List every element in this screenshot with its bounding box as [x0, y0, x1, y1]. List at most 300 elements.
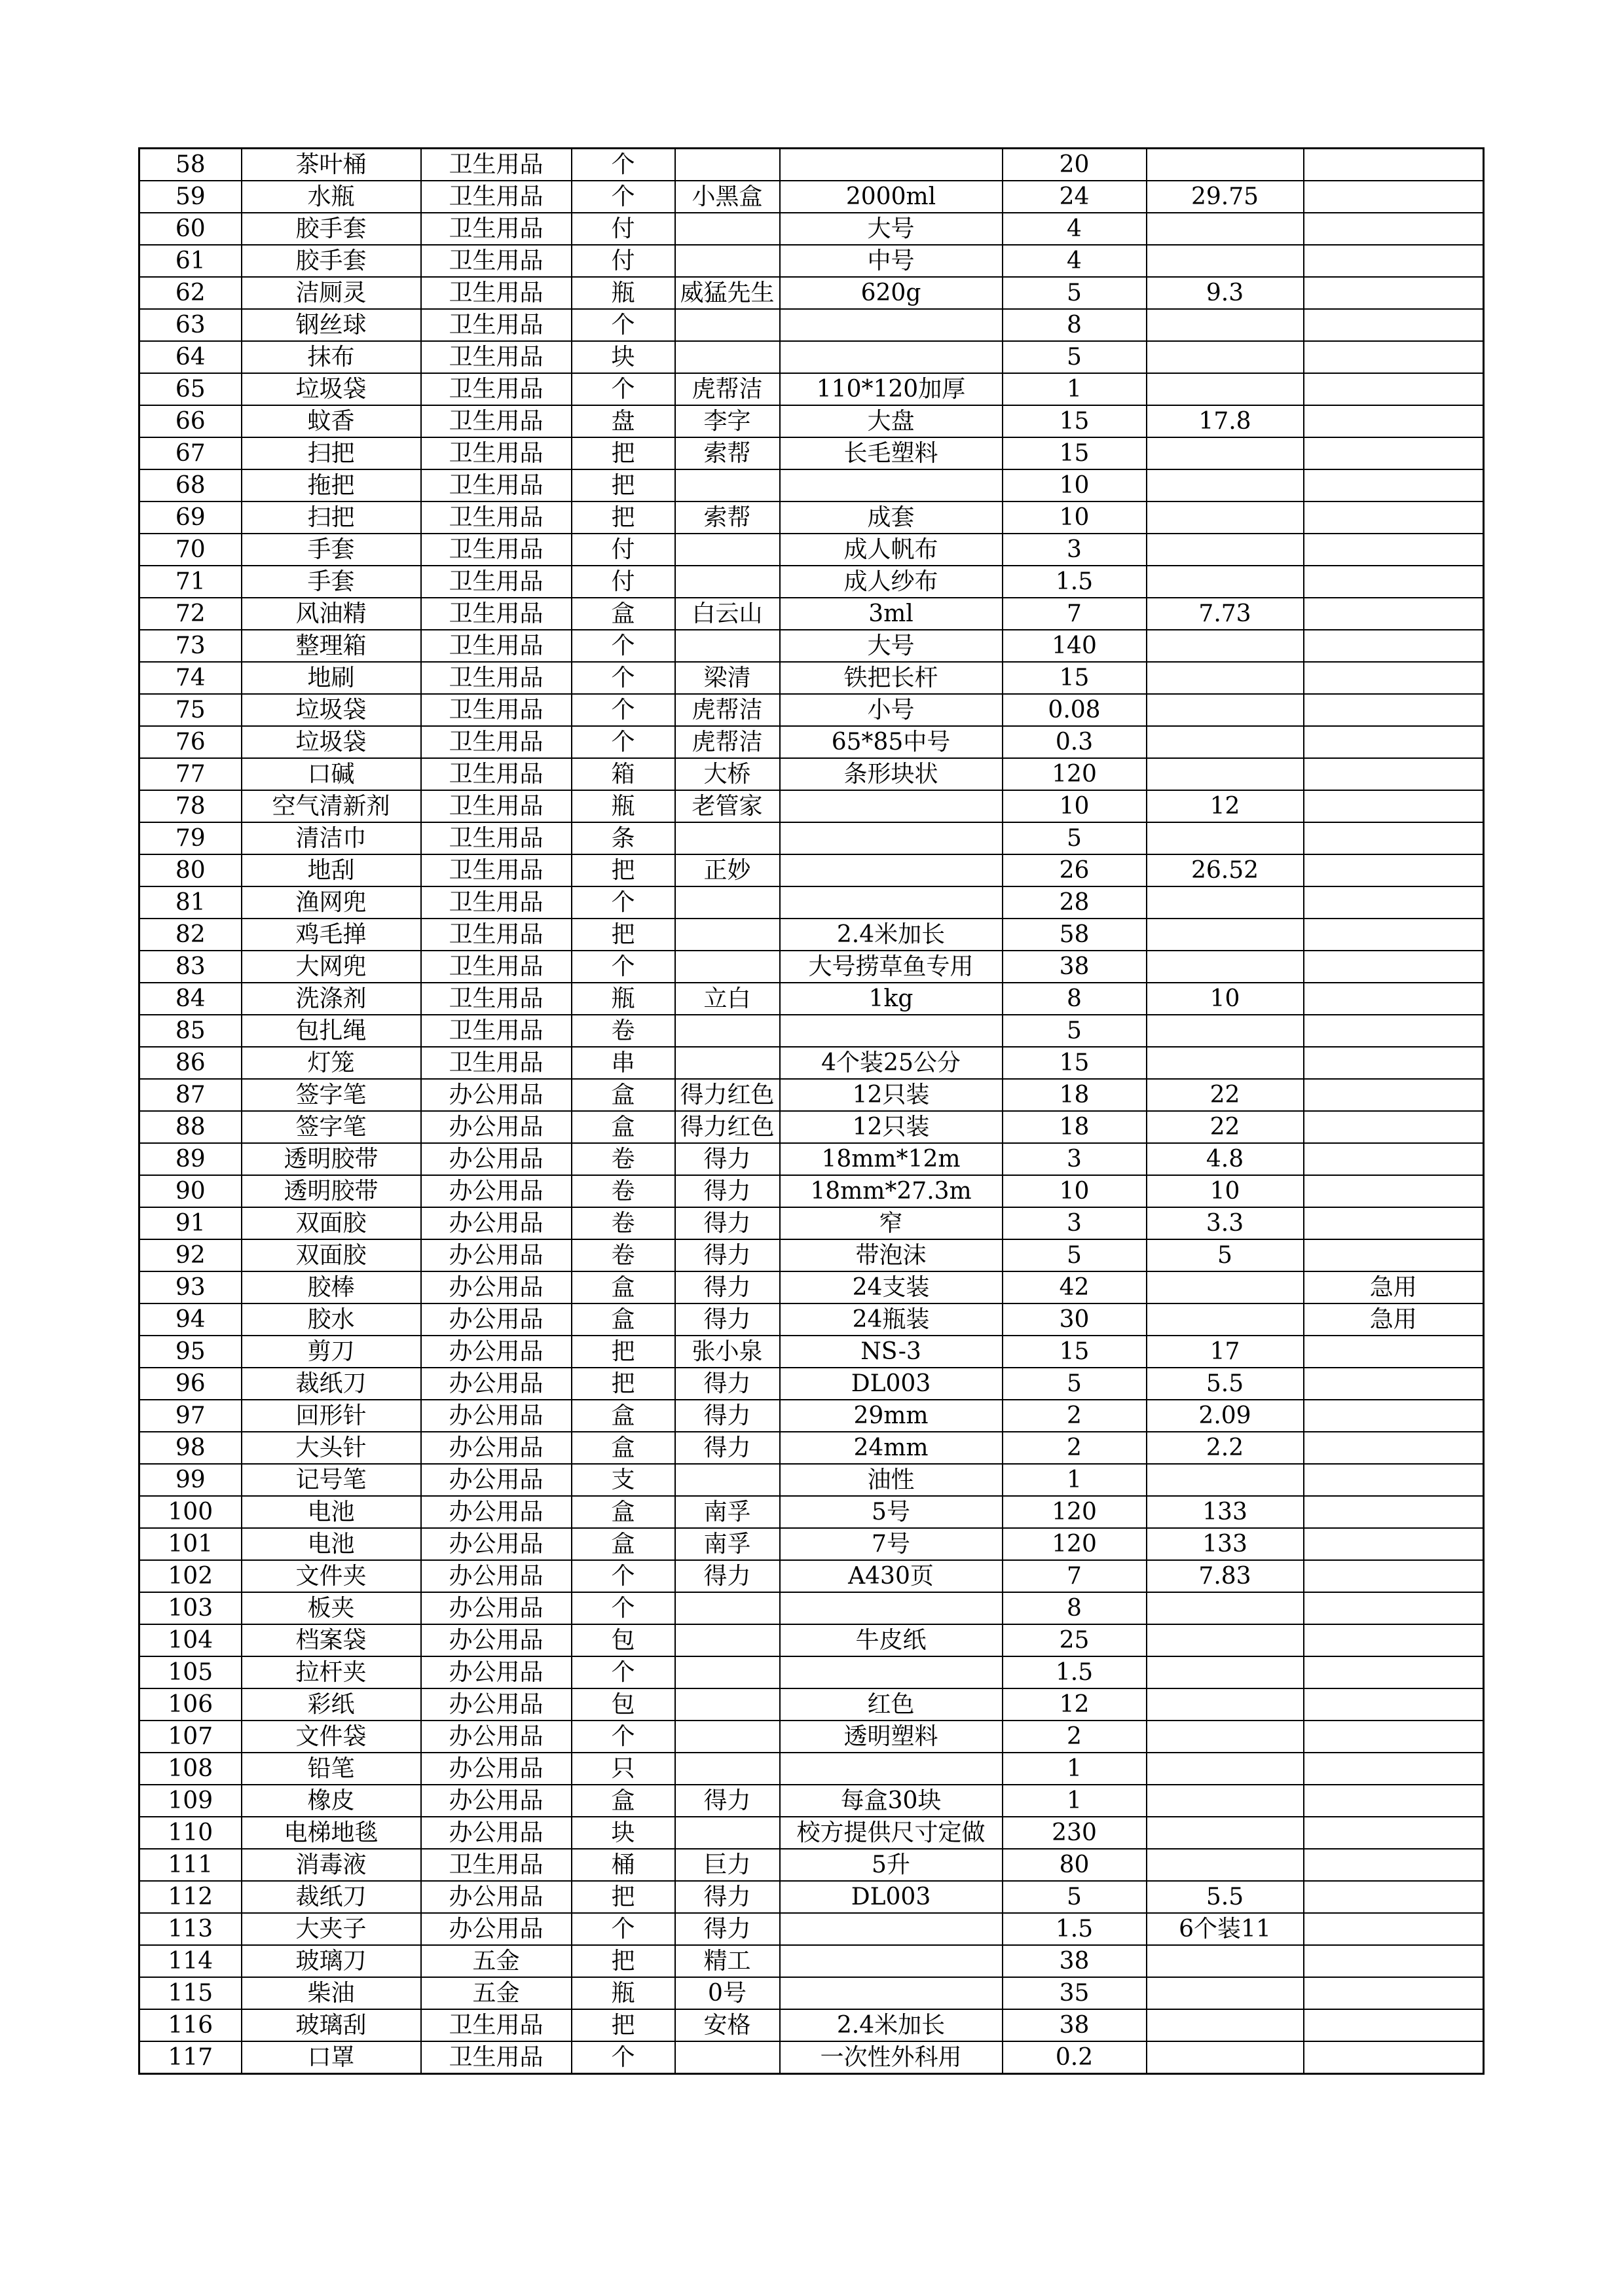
unit-cell[interactable]: 把: [572, 1368, 675, 1400]
unit-cell[interactable]: 支: [572, 1464, 675, 1496]
unit-cell[interactable]: 付: [572, 245, 675, 277]
note-cell[interactable]: [1304, 2009, 1484, 2041]
brand-cell[interactable]: 索帮: [675, 501, 780, 534]
unit-cell[interactable]: 盒: [572, 598, 675, 630]
quantity-cell[interactable]: 1: [1003, 1464, 1147, 1496]
price-cell[interactable]: [1147, 309, 1304, 341]
item-name-cell[interactable]: 洁厕灵: [242, 277, 421, 309]
category-cell[interactable]: 办公用品: [421, 1817, 572, 1849]
row-number-cell[interactable]: 97: [139, 1400, 242, 1432]
item-name-cell[interactable]: 板夹: [242, 1592, 421, 1624]
category-cell[interactable]: 卫生用品: [421, 598, 572, 630]
quantity-cell[interactable]: 20: [1003, 149, 1147, 181]
spec-cell[interactable]: 成人帆布: [780, 534, 1003, 566]
brand-cell[interactable]: 得力: [675, 1303, 780, 1336]
brand-cell[interactable]: [675, 919, 780, 951]
category-cell[interactable]: 办公用品: [421, 1079, 572, 1111]
price-cell[interactable]: 5: [1147, 1239, 1304, 1271]
note-cell[interactable]: [1304, 630, 1484, 662]
category-cell[interactable]: 办公用品: [421, 1143, 572, 1175]
note-cell[interactable]: [1304, 1785, 1484, 1817]
price-cell[interactable]: [1147, 149, 1304, 181]
brand-cell[interactable]: 0号: [675, 1977, 780, 2009]
spec-cell[interactable]: 5号: [780, 1496, 1003, 1528]
brand-cell[interactable]: 得力: [675, 1207, 780, 1239]
item-name-cell[interactable]: 双面胶: [242, 1239, 421, 1271]
item-name-cell[interactable]: 蚊香: [242, 405, 421, 437]
unit-cell[interactable]: 瓶: [572, 983, 675, 1015]
spec-cell[interactable]: 1kg: [780, 983, 1003, 1015]
row-number-cell[interactable]: 98: [139, 1432, 242, 1464]
note-cell[interactable]: 急用: [1304, 1303, 1484, 1336]
note-cell[interactable]: [1304, 566, 1484, 598]
brand-cell[interactable]: 巨力: [675, 1849, 780, 1881]
brand-cell[interactable]: [675, 1721, 780, 1753]
category-cell[interactable]: 办公用品: [421, 1528, 572, 1560]
price-cell[interactable]: [1147, 1624, 1304, 1656]
unit-cell[interactable]: 块: [572, 341, 675, 373]
price-cell[interactable]: 9.3: [1147, 277, 1304, 309]
quantity-cell[interactable]: 38: [1003, 951, 1147, 983]
spec-cell[interactable]: 每盒30块: [780, 1785, 1003, 1817]
spec-cell[interactable]: 一次性外科用: [780, 2041, 1003, 2074]
brand-cell[interactable]: 得力: [675, 1432, 780, 1464]
item-name-cell[interactable]: 整理箱: [242, 630, 421, 662]
category-cell[interactable]: 卫生用品: [421, 277, 572, 309]
item-name-cell[interactable]: 玻璃刀: [242, 1945, 421, 1977]
unit-cell[interactable]: 卷: [572, 1143, 675, 1175]
item-name-cell[interactable]: 柴油: [242, 1977, 421, 2009]
spec-cell[interactable]: 成套: [780, 501, 1003, 534]
unit-cell[interactable]: 盒: [572, 1079, 675, 1111]
quantity-cell[interactable]: 140: [1003, 630, 1147, 662]
item-name-cell[interactable]: 鸡毛掸: [242, 919, 421, 951]
row-number-cell[interactable]: 60: [139, 213, 242, 245]
unit-cell[interactable]: 个: [572, 1656, 675, 1688]
quantity-cell[interactable]: 5: [1003, 1015, 1147, 1047]
quantity-cell[interactable]: 8: [1003, 983, 1147, 1015]
brand-cell[interactable]: 白云山: [675, 598, 780, 630]
row-number-cell[interactable]: 91: [139, 1207, 242, 1239]
note-cell[interactable]: [1304, 501, 1484, 534]
spec-cell[interactable]: 18mm*12m: [780, 1143, 1003, 1175]
row-number-cell[interactable]: 105: [139, 1656, 242, 1688]
quantity-cell[interactable]: 120: [1003, 758, 1147, 790]
note-cell[interactable]: [1304, 1175, 1484, 1207]
note-cell[interactable]: [1304, 373, 1484, 405]
row-number-cell[interactable]: 71: [139, 566, 242, 598]
category-cell[interactable]: 办公用品: [421, 1464, 572, 1496]
item-name-cell[interactable]: 大头针: [242, 1432, 421, 1464]
row-number-cell[interactable]: 66: [139, 405, 242, 437]
row-number-cell[interactable]: 94: [139, 1303, 242, 1336]
unit-cell[interactable]: 个: [572, 1913, 675, 1945]
quantity-cell[interactable]: 1: [1003, 373, 1147, 405]
unit-cell[interactable]: 把: [572, 1945, 675, 1977]
quantity-cell[interactable]: 15: [1003, 437, 1147, 469]
quantity-cell[interactable]: 120: [1003, 1528, 1147, 1560]
brand-cell[interactable]: 立白: [675, 983, 780, 1015]
item-name-cell[interactable]: 空气清新剂: [242, 790, 421, 822]
note-cell[interactable]: [1304, 1977, 1484, 2009]
price-cell[interactable]: [1147, 245, 1304, 277]
item-name-cell[interactable]: 透明胶带: [242, 1175, 421, 1207]
quantity-cell[interactable]: 230: [1003, 1817, 1147, 1849]
quantity-cell[interactable]: 8: [1003, 309, 1147, 341]
row-number-cell[interactable]: 101: [139, 1528, 242, 1560]
quantity-cell[interactable]: 26: [1003, 854, 1147, 886]
item-name-cell[interactable]: 手套: [242, 534, 421, 566]
category-cell[interactable]: 卫生用品: [421, 1849, 572, 1881]
brand-cell[interactable]: [675, 213, 780, 245]
brand-cell[interactable]: 得力: [675, 1143, 780, 1175]
note-cell[interactable]: [1304, 1207, 1484, 1239]
category-cell[interactable]: 卫生用品: [421, 854, 572, 886]
brand-cell[interactable]: 得力: [675, 1913, 780, 1945]
quantity-cell[interactable]: 8: [1003, 1592, 1147, 1624]
category-cell[interactable]: 卫生用品: [421, 566, 572, 598]
row-number-cell[interactable]: 85: [139, 1015, 242, 1047]
unit-cell[interactable]: 桶: [572, 1849, 675, 1881]
unit-cell[interactable]: 个: [572, 1592, 675, 1624]
row-number-cell[interactable]: 80: [139, 854, 242, 886]
unit-cell[interactable]: 个: [572, 1721, 675, 1753]
quantity-cell[interactable]: 10: [1003, 501, 1147, 534]
row-number-cell[interactable]: 87: [139, 1079, 242, 1111]
quantity-cell[interactable]: 120: [1003, 1496, 1147, 1528]
spec-cell[interactable]: 3ml: [780, 598, 1003, 630]
note-cell[interactable]: [1304, 1945, 1484, 1977]
brand-cell[interactable]: 虎帮洁: [675, 726, 780, 758]
quantity-cell[interactable]: 2: [1003, 1721, 1147, 1753]
spec-cell[interactable]: 4个装25公分: [780, 1047, 1003, 1079]
note-cell[interactable]: [1304, 1913, 1484, 1945]
price-cell[interactable]: [1147, 1817, 1304, 1849]
note-cell[interactable]: [1304, 245, 1484, 277]
price-cell[interactable]: [1147, 566, 1304, 598]
brand-cell[interactable]: 得力: [675, 1785, 780, 1817]
spec-cell[interactable]: 油性: [780, 1464, 1003, 1496]
quantity-cell[interactable]: 15: [1003, 1336, 1147, 1368]
brand-cell[interactable]: [675, 1753, 780, 1785]
category-cell[interactable]: 卫生用品: [421, 1047, 572, 1079]
category-cell[interactable]: 办公用品: [421, 1496, 572, 1528]
unit-cell[interactable]: 个: [572, 149, 675, 181]
note-cell[interactable]: [1304, 405, 1484, 437]
unit-cell[interactable]: 把: [572, 2009, 675, 2041]
quantity-cell[interactable]: 0.2: [1003, 2041, 1147, 2074]
item-name-cell[interactable]: 钢丝球: [242, 309, 421, 341]
category-cell[interactable]: 卫生用品: [421, 630, 572, 662]
brand-cell[interactable]: 得力红色: [675, 1079, 780, 1111]
note-cell[interactable]: [1304, 1753, 1484, 1785]
spec-cell[interactable]: 12只装: [780, 1079, 1003, 1111]
unit-cell[interactable]: 包: [572, 1624, 675, 1656]
unit-cell[interactable]: 盒: [572, 1528, 675, 1560]
category-cell[interactable]: 卫生用品: [421, 951, 572, 983]
category-cell[interactable]: 卫生用品: [421, 405, 572, 437]
price-cell[interactable]: [1147, 1015, 1304, 1047]
note-cell[interactable]: [1304, 1111, 1484, 1143]
price-cell[interactable]: 5.5: [1147, 1368, 1304, 1400]
spec-cell[interactable]: 铁把长杆: [780, 662, 1003, 694]
unit-cell[interactable]: 付: [572, 213, 675, 245]
item-name-cell[interactable]: 裁纸刀: [242, 1881, 421, 1913]
brand-cell[interactable]: [675, 534, 780, 566]
brand-cell[interactable]: 李字: [675, 405, 780, 437]
item-name-cell[interactable]: 手套: [242, 566, 421, 598]
spec-cell[interactable]: [780, 854, 1003, 886]
note-cell[interactable]: [1304, 694, 1484, 726]
item-name-cell[interactable]: 签字笔: [242, 1111, 421, 1143]
spec-cell[interactable]: [780, 1656, 1003, 1688]
note-cell[interactable]: [1304, 1688, 1484, 1721]
quantity-cell[interactable]: 5: [1003, 822, 1147, 854]
quantity-cell[interactable]: 7: [1003, 1560, 1147, 1592]
unit-cell[interactable]: 个: [572, 951, 675, 983]
unit-cell[interactable]: 个: [572, 309, 675, 341]
price-cell[interactable]: [1147, 1303, 1304, 1336]
spec-cell[interactable]: 24瓶装: [780, 1303, 1003, 1336]
brand-cell[interactable]: 得力: [675, 1271, 780, 1303]
category-cell[interactable]: 办公用品: [421, 1368, 572, 1400]
item-name-cell[interactable]: 文件袋: [242, 1721, 421, 1753]
quantity-cell[interactable]: 80: [1003, 1849, 1147, 1881]
note-cell[interactable]: [1304, 1143, 1484, 1175]
unit-cell[interactable]: 盒: [572, 1111, 675, 1143]
category-cell[interactable]: 办公用品: [421, 1656, 572, 1688]
price-cell[interactable]: [1147, 1592, 1304, 1624]
row-number-cell[interactable]: 108: [139, 1753, 242, 1785]
price-cell[interactable]: [1147, 726, 1304, 758]
note-cell[interactable]: [1304, 309, 1484, 341]
spec-cell[interactable]: 带泡沫: [780, 1239, 1003, 1271]
item-name-cell[interactable]: 垃圾袋: [242, 694, 421, 726]
category-cell[interactable]: 办公用品: [421, 1753, 572, 1785]
note-cell[interactable]: [1304, 1560, 1484, 1592]
unit-cell[interactable]: 盒: [572, 1400, 675, 1432]
row-number-cell[interactable]: 115: [139, 1977, 242, 2009]
price-cell[interactable]: [1147, 437, 1304, 469]
price-cell[interactable]: 29.75: [1147, 181, 1304, 213]
note-cell[interactable]: [1304, 1079, 1484, 1111]
spec-cell[interactable]: 7号: [780, 1528, 1003, 1560]
unit-cell[interactable]: 卷: [572, 1207, 675, 1239]
category-cell[interactable]: 办公用品: [421, 1239, 572, 1271]
row-number-cell[interactable]: 95: [139, 1336, 242, 1368]
note-cell[interactable]: [1304, 1015, 1484, 1047]
price-cell[interactable]: [1147, 373, 1304, 405]
unit-cell[interactable]: 瓶: [572, 1977, 675, 2009]
spec-cell[interactable]: 29mm: [780, 1400, 1003, 1432]
price-cell[interactable]: [1147, 469, 1304, 501]
price-cell[interactable]: 26.52: [1147, 854, 1304, 886]
brand-cell[interactable]: 得力: [675, 1368, 780, 1400]
quantity-cell[interactable]: 25: [1003, 1624, 1147, 1656]
unit-cell[interactable]: 盒: [572, 1303, 675, 1336]
unit-cell[interactable]: 付: [572, 566, 675, 598]
category-cell[interactable]: 卫生用品: [421, 501, 572, 534]
row-number-cell[interactable]: 63: [139, 309, 242, 341]
item-name-cell[interactable]: 透明胶带: [242, 1143, 421, 1175]
quantity-cell[interactable]: 2: [1003, 1432, 1147, 1464]
spec-cell[interactable]: 65*85中号: [780, 726, 1003, 758]
quantity-cell[interactable]: 15: [1003, 405, 1147, 437]
note-cell[interactable]: [1304, 1656, 1484, 1688]
row-number-cell[interactable]: 103: [139, 1592, 242, 1624]
row-number-cell[interactable]: 117: [139, 2041, 242, 2074]
row-number-cell[interactable]: 68: [139, 469, 242, 501]
price-cell[interactable]: 10: [1147, 1175, 1304, 1207]
price-cell[interactable]: 12: [1147, 790, 1304, 822]
unit-cell[interactable]: 卷: [572, 1175, 675, 1207]
brand-cell[interactable]: 张小泉: [675, 1336, 780, 1368]
quantity-cell[interactable]: 3: [1003, 1207, 1147, 1239]
row-number-cell[interactable]: 81: [139, 886, 242, 919]
brand-cell[interactable]: [675, 566, 780, 598]
brand-cell[interactable]: [675, 309, 780, 341]
price-cell[interactable]: 10: [1147, 983, 1304, 1015]
item-name-cell[interactable]: 洗涤剂: [242, 983, 421, 1015]
quantity-cell[interactable]: 1: [1003, 1785, 1147, 1817]
spec-cell[interactable]: 条形块状: [780, 758, 1003, 790]
price-cell[interactable]: 7.83: [1147, 1560, 1304, 1592]
row-number-cell[interactable]: 59: [139, 181, 242, 213]
brand-cell[interactable]: [675, 630, 780, 662]
note-cell[interactable]: [1304, 1592, 1484, 1624]
unit-cell[interactable]: 只: [572, 1753, 675, 1785]
unit-cell[interactable]: 卷: [572, 1239, 675, 1271]
category-cell[interactable]: 卫生用品: [421, 437, 572, 469]
quantity-cell[interactable]: 5: [1003, 1239, 1147, 1271]
price-cell[interactable]: [1147, 694, 1304, 726]
price-cell[interactable]: [1147, 1849, 1304, 1881]
spec-cell[interactable]: 中号: [780, 245, 1003, 277]
category-cell[interactable]: 卫生用品: [421, 662, 572, 694]
unit-cell[interactable]: 盒: [572, 1432, 675, 1464]
quantity-cell[interactable]: 35: [1003, 1977, 1147, 2009]
brand-cell[interactable]: 小黑盒: [675, 181, 780, 213]
note-cell[interactable]: [1304, 1881, 1484, 1913]
unit-cell[interactable]: 把: [572, 469, 675, 501]
spec-cell[interactable]: [780, 1015, 1003, 1047]
item-name-cell[interactable]: 包扎绳: [242, 1015, 421, 1047]
category-cell[interactable]: 办公用品: [421, 1400, 572, 1432]
row-number-cell[interactable]: 100: [139, 1496, 242, 1528]
spec-cell[interactable]: DL003: [780, 1368, 1003, 1400]
note-cell[interactable]: [1304, 277, 1484, 309]
category-cell[interactable]: 卫生用品: [421, 341, 572, 373]
row-number-cell[interactable]: 58: [139, 149, 242, 181]
price-cell[interactable]: [1147, 1753, 1304, 1785]
category-cell[interactable]: 卫生用品: [421, 726, 572, 758]
quantity-cell[interactable]: 38: [1003, 1945, 1147, 1977]
category-cell[interactable]: 办公用品: [421, 1913, 572, 1945]
note-cell[interactable]: [1304, 598, 1484, 630]
unit-cell[interactable]: 条: [572, 822, 675, 854]
brand-cell[interactable]: [675, 886, 780, 919]
item-name-cell[interactable]: 胶手套: [242, 213, 421, 245]
spec-cell[interactable]: 大号: [780, 213, 1003, 245]
unit-cell[interactable]: 盒: [572, 1271, 675, 1303]
price-cell[interactable]: 2.2: [1147, 1432, 1304, 1464]
price-cell[interactable]: 17: [1147, 1336, 1304, 1368]
row-number-cell[interactable]: 84: [139, 983, 242, 1015]
item-name-cell[interactable]: 回形针: [242, 1400, 421, 1432]
row-number-cell[interactable]: 109: [139, 1785, 242, 1817]
price-cell[interactable]: [1147, 758, 1304, 790]
brand-cell[interactable]: [675, 1817, 780, 1849]
price-cell[interactable]: [1147, 341, 1304, 373]
spec-cell[interactable]: 18mm*27.3m: [780, 1175, 1003, 1207]
quantity-cell[interactable]: 28: [1003, 886, 1147, 919]
unit-cell[interactable]: 把: [572, 437, 675, 469]
row-number-cell[interactable]: 76: [139, 726, 242, 758]
quantity-cell[interactable]: 10: [1003, 1175, 1147, 1207]
brand-cell[interactable]: [675, 2041, 780, 2074]
category-cell[interactable]: 办公用品: [421, 1881, 572, 1913]
item-name-cell[interactable]: 大夹子: [242, 1913, 421, 1945]
spec-cell[interactable]: 小号: [780, 694, 1003, 726]
category-cell[interactable]: 办公用品: [421, 1432, 572, 1464]
note-cell[interactable]: 急用: [1304, 1271, 1484, 1303]
category-cell[interactable]: 办公用品: [421, 1785, 572, 1817]
item-name-cell[interactable]: 裁纸刀: [242, 1368, 421, 1400]
category-cell[interactable]: 卫生用品: [421, 758, 572, 790]
note-cell[interactable]: [1304, 1496, 1484, 1528]
unit-cell[interactable]: 卷: [572, 1015, 675, 1047]
category-cell[interactable]: 办公用品: [421, 1207, 572, 1239]
price-cell[interactable]: [1147, 1656, 1304, 1688]
brand-cell[interactable]: [675, 1015, 780, 1047]
row-number-cell[interactable]: 93: [139, 1271, 242, 1303]
item-name-cell[interactable]: 清洁巾: [242, 822, 421, 854]
spec-cell[interactable]: [780, 790, 1003, 822]
row-number-cell[interactable]: 89: [139, 1143, 242, 1175]
row-number-cell[interactable]: 74: [139, 662, 242, 694]
quantity-cell[interactable]: 7: [1003, 598, 1147, 630]
note-cell[interactable]: [1304, 1047, 1484, 1079]
spec-cell[interactable]: 透明塑料: [780, 1721, 1003, 1753]
brand-cell[interactable]: 得力: [675, 1400, 780, 1432]
note-cell[interactable]: [1304, 983, 1484, 1015]
category-cell[interactable]: 办公用品: [421, 1721, 572, 1753]
note-cell[interactable]: [1304, 758, 1484, 790]
row-number-cell[interactable]: 106: [139, 1688, 242, 1721]
category-cell[interactable]: 卫生用品: [421, 790, 572, 822]
category-cell[interactable]: 卫生用品: [421, 469, 572, 501]
row-number-cell[interactable]: 107: [139, 1721, 242, 1753]
unit-cell[interactable]: 盒: [572, 1496, 675, 1528]
quantity-cell[interactable]: 12: [1003, 1688, 1147, 1721]
spec-cell[interactable]: 2.4米加长: [780, 919, 1003, 951]
note-cell[interactable]: [1304, 1239, 1484, 1271]
row-number-cell[interactable]: 113: [139, 1913, 242, 1945]
brand-cell[interactable]: [675, 1624, 780, 1656]
category-cell[interactable]: 卫生用品: [421, 373, 572, 405]
row-number-cell[interactable]: 64: [139, 341, 242, 373]
note-cell[interactable]: [1304, 1721, 1484, 1753]
quantity-cell[interactable]: 1.5: [1003, 566, 1147, 598]
row-number-cell[interactable]: 112: [139, 1881, 242, 1913]
quantity-cell[interactable]: 42: [1003, 1271, 1147, 1303]
item-name-cell[interactable]: 大网兜: [242, 951, 421, 983]
brand-cell[interactable]: [675, 149, 780, 181]
brand-cell[interactable]: [675, 1656, 780, 1688]
row-number-cell[interactable]: 102: [139, 1560, 242, 1592]
price-cell[interactable]: [1147, 1464, 1304, 1496]
row-number-cell[interactable]: 82: [139, 919, 242, 951]
